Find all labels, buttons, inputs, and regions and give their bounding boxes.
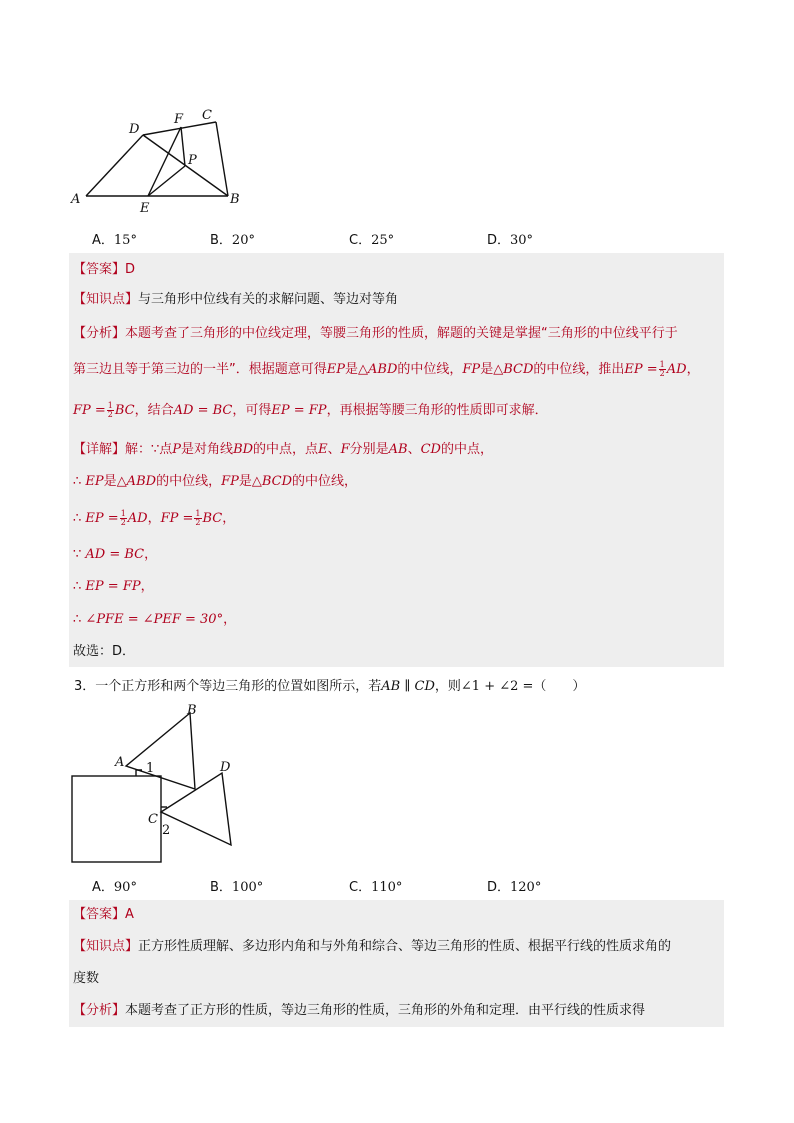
label-A: A bbox=[71, 192, 81, 207]
label-A: A bbox=[115, 755, 125, 770]
q3-knowledge-line2: 度数 bbox=[73, 971, 100, 986]
q3-question: 3．一个正方形和两个等边三角形的位置如图所示，若AB ∥ CD，则∠1 + ∠2 =（ ） bbox=[74, 679, 586, 694]
q2-detail-line1: 【详解】解：∵点P是对角线BD的中点，点E、F分别是AB、CD的中点， bbox=[73, 442, 493, 457]
q3-option-c[interactable]: C．110° bbox=[349, 880, 403, 895]
trapezoid-figure bbox=[66, 100, 256, 220]
q2-option-c[interactable]: C．25° bbox=[349, 233, 395, 248]
q2-detail-line5: ∴ EP = FP， bbox=[73, 579, 154, 594]
q2-option-d[interactable]: D．30° bbox=[487, 233, 534, 248]
q3-answer: 【答案】A bbox=[73, 907, 134, 922]
fraction-half: $\frac{1}{2}$ bbox=[195, 509, 201, 527]
label-2: 2 bbox=[162, 823, 171, 838]
q3-knowledge-line1: 【知识点】正方形性质理解、多边形内角和与外角和综合、等边三角形的性质、根据平行线的性质求角的 bbox=[73, 939, 672, 954]
label-B: B bbox=[187, 703, 197, 718]
q3-options bbox=[92, 876, 652, 894]
q2-option-a[interactable]: A．15° bbox=[92, 233, 137, 248]
q2-detail-line6: ∴ ∠PFE = ∠PEF = 30°， bbox=[73, 612, 237, 627]
q3-analysis-line1: 【分析】本题考查了正方形的性质，等边三角形的性质，三角形的外角和定理．由平行线的性质求得 bbox=[73, 1003, 646, 1018]
q2-detail-line3: ∴ EP = $\frac{1}{2}$ AD，FP = $\frac{1}{2}$ BC， bbox=[73, 509, 236, 527]
q2-options bbox=[92, 229, 652, 247]
label-B: B bbox=[230, 192, 240, 207]
label-D: D bbox=[129, 122, 140, 137]
label-C: C bbox=[202, 108, 212, 123]
q3-solution-panel bbox=[69, 900, 724, 1027]
q2-detail-line7: 故选：D． bbox=[73, 644, 136, 659]
label-1: 1 bbox=[146, 761, 155, 776]
q2-solution-panel bbox=[69, 253, 724, 667]
q2-analysis-line1: 【分析】本题考查了三角形的中位线定理，等腰三角形的性质，解题的关键是掌握“三角形的中位线平行于 bbox=[73, 326, 678, 341]
fraction-half: $\frac{1}{2}$ bbox=[120, 509, 126, 527]
fraction-half: $\frac{1}{2}$ bbox=[659, 360, 665, 378]
label-C: C bbox=[148, 812, 158, 827]
q2-answer: 【答案】D bbox=[73, 262, 136, 277]
fraction-half: $\frac{1}{2}$ bbox=[107, 401, 113, 419]
q2-knowledge: 【知识点】与三角形中位线有关的求解问题、等边对等角 bbox=[73, 292, 399, 307]
q2-analysis-line3: FP = $\frac{1}{2}$ BC，结合AD = BC，可得EP = FP，再根据等腰三角形的性质即可求解． bbox=[73, 401, 548, 419]
q3-option-b[interactable]: B．100° bbox=[210, 880, 264, 895]
q3-option-d[interactable]: D．120° bbox=[487, 880, 542, 895]
label-E: E bbox=[140, 201, 150, 216]
q2-detail-line2: ∴ EP是△ABD的中位线，FP是△BCD的中位线， bbox=[73, 474, 358, 489]
q2-option-b[interactable]: B．20° bbox=[210, 233, 255, 248]
q2-detail-line4: ∵ AD = BC， bbox=[73, 547, 158, 562]
q2-analysis-line2: 第三边且等于第三边的一半”．根据题意可得EP是△ABD的中位线，FP是△BCD的中位线，推出EP = $\frac{1}{2}$ AD， bbox=[73, 360, 700, 378]
label-F: F bbox=[174, 112, 184, 127]
label-P: P bbox=[188, 153, 197, 168]
q3-option-a[interactable]: A．90° bbox=[92, 880, 137, 895]
square-triangles-figure bbox=[68, 700, 248, 870]
label-D: D bbox=[220, 760, 231, 775]
